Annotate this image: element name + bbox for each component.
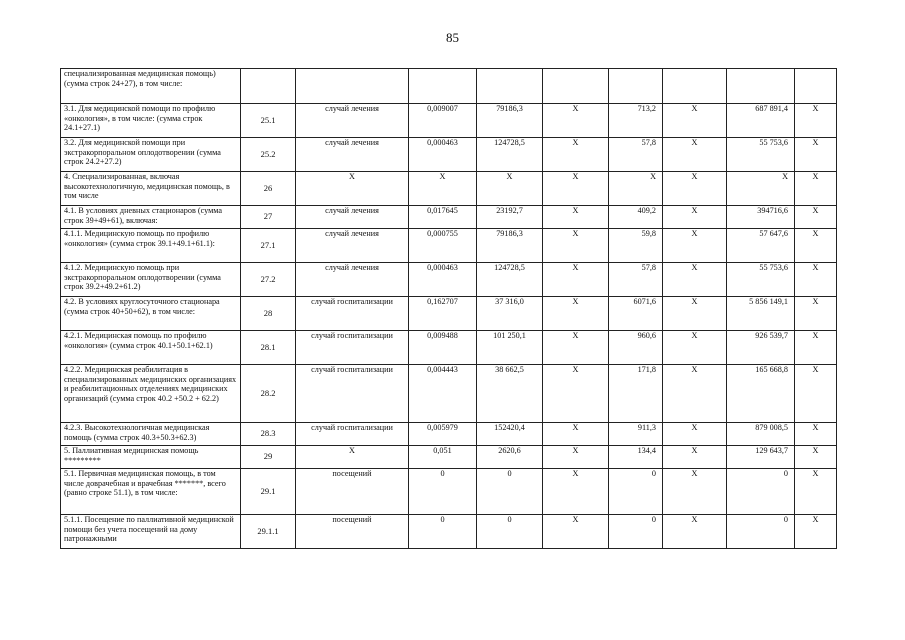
- cell-c9: Х: [795, 423, 837, 446]
- cell-c5: Х: [543, 138, 609, 172]
- cell-c8: [727, 69, 795, 104]
- cell-c7: Х: [663, 206, 727, 229]
- cell-code: 28.3: [241, 423, 296, 446]
- data-table: [60, 68, 837, 549]
- cell-c5: Х: [543, 104, 609, 138]
- cell-c5: Х: [543, 331, 609, 365]
- cell-label: 4.1.1. Медицинскую помощь по профилю «онкология» (сумма строк 39.1+49.1+61.1):: [61, 229, 241, 263]
- cell-norm: Х: [409, 172, 477, 206]
- cell-c6: 409,2: [609, 206, 663, 229]
- cell-cost: 124728,5: [477, 263, 543, 297]
- cell-c6: 134,4: [609, 446, 663, 469]
- cell-cost: 0: [477, 469, 543, 515]
- cell-c5: Х: [543, 229, 609, 263]
- cell-c6: 57,8: [609, 138, 663, 172]
- cell-c6: Х: [609, 172, 663, 206]
- cell-c6: 171,8: [609, 365, 663, 423]
- cell-c8: 165 668,8: [727, 365, 795, 423]
- cell-cost: 23192,7: [477, 206, 543, 229]
- cell-cost: 37 316,0: [477, 297, 543, 331]
- cell-c6: 0: [609, 469, 663, 515]
- cell-norm: 0: [409, 469, 477, 515]
- cell-label: 3.1. Для медицинской помощи по профилю «онкология», в том числе: (сумма строк 24.1+27.1): [61, 104, 241, 138]
- cell-label: 3.2. Для медицинской помощи при экстракорпоральном оплодотворении (сумма строк 24.2+27.2): [61, 138, 241, 172]
- table-row: [61, 469, 837, 515]
- cell-c6: 6071,6: [609, 297, 663, 331]
- cell-c9: [795, 69, 837, 104]
- cell-cost: 79186,3: [477, 104, 543, 138]
- table-row: [61, 297, 837, 331]
- cell-c8: 57 647,6: [727, 229, 795, 263]
- cell-c9: Х: [795, 138, 837, 172]
- cell-c5: Х: [543, 469, 609, 515]
- cell-cost: 2620,6: [477, 446, 543, 469]
- cell-unit: посещений: [296, 515, 409, 549]
- cell-c7: Х: [663, 446, 727, 469]
- cell-cost: [477, 69, 543, 104]
- table-row: [61, 138, 837, 172]
- cell-c9: Х: [795, 469, 837, 515]
- cell-c5: Х: [543, 206, 609, 229]
- cell-unit: случай госпитализации: [296, 297, 409, 331]
- cell-c5: Х: [543, 263, 609, 297]
- cell-norm: 0,162707: [409, 297, 477, 331]
- page-number: 85: [446, 30, 459, 45]
- cell-c9: Х: [795, 172, 837, 206]
- cell-c7: [663, 69, 727, 104]
- cell-label: 5.1. Первичная медицинская помощь, в том числе доврачебная и врачебная *******, всего (равно строке 51.1), в том числе:: [61, 469, 241, 515]
- cell-c9: Х: [795, 365, 837, 423]
- cell-cost: Х: [477, 172, 543, 206]
- cell-c8: 0: [727, 515, 795, 549]
- table-row: [61, 446, 837, 469]
- cell-unit: случай лечения: [296, 138, 409, 172]
- cell-c8: 394716,6: [727, 206, 795, 229]
- cell-unit: Х: [296, 446, 409, 469]
- cell-c6: 960,6: [609, 331, 663, 365]
- cell-code: 25.2: [241, 138, 296, 172]
- table-row: [61, 172, 837, 206]
- cell-c7: Х: [663, 423, 727, 446]
- cell-c6: 713,2: [609, 104, 663, 138]
- cell-norm: 0,051: [409, 446, 477, 469]
- cell-code: 26: [241, 172, 296, 206]
- cell-code: 27: [241, 206, 296, 229]
- cell-cost: 152420,4: [477, 423, 543, 446]
- cell-unit: случай лечения: [296, 229, 409, 263]
- cell-unit: случай лечения: [296, 206, 409, 229]
- cell-c5: Х: [543, 446, 609, 469]
- cell-c6: 911,3: [609, 423, 663, 446]
- cell-cost: 38 662,5: [477, 365, 543, 423]
- cell-unit: случай лечения: [296, 104, 409, 138]
- cell-c6: 57,8: [609, 263, 663, 297]
- cell-c9: Х: [795, 104, 837, 138]
- cell-c5: Х: [543, 297, 609, 331]
- table-row: [61, 365, 837, 423]
- cell-unit: [296, 69, 409, 104]
- cell-c8: 5 856 149,1: [727, 297, 795, 331]
- cell-norm: 0,000463: [409, 138, 477, 172]
- cell-c9: Х: [795, 229, 837, 263]
- cell-c7: Х: [663, 138, 727, 172]
- cell-cost: 79186,3: [477, 229, 543, 263]
- cell-norm: 0,009488: [409, 331, 477, 365]
- table-row: [61, 206, 837, 229]
- cell-c9: Х: [795, 206, 837, 229]
- cell-c9: Х: [795, 297, 837, 331]
- cell-c8: 129 643,7: [727, 446, 795, 469]
- cell-label: 4.2. В условиях круглосуточного стационара (сумма строк 40+50+62), в том числе:: [61, 297, 241, 331]
- table-row: [61, 331, 837, 365]
- cell-label: 5. Паллиативная медицинская помощь *********: [61, 446, 241, 469]
- cell-c7: Х: [663, 469, 727, 515]
- cell-c8: 0: [727, 469, 795, 515]
- cell-label: 4. Специализированная, включая высокотехнологичную, медицинская помощь, в том числе: [61, 172, 241, 206]
- cell-norm: 0,000755: [409, 229, 477, 263]
- cell-c5: Х: [543, 515, 609, 549]
- cell-c7: Х: [663, 297, 727, 331]
- cell-c9: Х: [795, 263, 837, 297]
- cell-label: 5.1.1. Посещение по паллиативной медицинской помощи без учета посещений на дому патронажными: [61, 515, 241, 549]
- cell-norm: 0,009007: [409, 104, 477, 138]
- cell-c6: 0: [609, 515, 663, 549]
- cell-cost: 0: [477, 515, 543, 549]
- cell-unit: случай госпитализации: [296, 331, 409, 365]
- cell-c7: Х: [663, 331, 727, 365]
- cell-c5: Х: [543, 423, 609, 446]
- cell-label: специализированная медицинская помощь) (сумма строк 24+27), в том числе:: [61, 69, 241, 104]
- cell-unit: случай госпитализации: [296, 365, 409, 423]
- cell-code: [241, 69, 296, 104]
- cell-label: 4.2.3. Высокотехнологичная медицинская помощь (сумма строк 40.3+50.3+62.3): [61, 423, 241, 446]
- cell-c8: 55 753,6: [727, 138, 795, 172]
- cell-label: 4.1.2. Медицинскую помощь при экстракорпоральном оплодотворении (сумма строк 39.2+49.2+61.2): [61, 263, 241, 297]
- cell-c8: 687 891,4: [727, 104, 795, 138]
- cell-c9: Х: [795, 446, 837, 469]
- cell-code: 28.2: [241, 365, 296, 423]
- table-row: [61, 69, 837, 104]
- cell-cost: 124728,5: [477, 138, 543, 172]
- table-row: [61, 423, 837, 446]
- cell-label: 4.2.1. Медицинская помощь по профилю «онкология» (сумма строк 40.1+50.1+62.1): [61, 331, 241, 365]
- cell-c6: [609, 69, 663, 104]
- cell-code: 25.1: [241, 104, 296, 138]
- cell-code: 29: [241, 446, 296, 469]
- table-row: [61, 229, 837, 263]
- table-row: [61, 263, 837, 297]
- cell-c6: 59,8: [609, 229, 663, 263]
- cell-c8: 55 753,6: [727, 263, 795, 297]
- cell-c8: 926 539,7: [727, 331, 795, 365]
- cell-code: 29.1.1: [241, 515, 296, 549]
- cell-c8: Х: [727, 172, 795, 206]
- table-body: [61, 69, 837, 549]
- cell-c7: Х: [663, 263, 727, 297]
- cell-code: 27.2: [241, 263, 296, 297]
- cell-code: 27.1: [241, 229, 296, 263]
- cell-norm: 0,005979: [409, 423, 477, 446]
- cell-c7: Х: [663, 172, 727, 206]
- cell-unit: Х: [296, 172, 409, 206]
- cell-c7: Х: [663, 365, 727, 423]
- cell-unit: случай лечения: [296, 263, 409, 297]
- cell-c8: 879 008,5: [727, 423, 795, 446]
- cell-norm: 0,000463: [409, 263, 477, 297]
- cell-code: 29.1: [241, 469, 296, 515]
- cell-label: 4.2.2. Медицинская реабилитация в специализированных медицинских организациях и реабилитационных отделениях медицинских организаций (сумма строк 40.2 +50.2 + 62.2): [61, 365, 241, 423]
- cell-c5: Х: [543, 172, 609, 206]
- cell-code: 28: [241, 297, 296, 331]
- table-row: [61, 515, 837, 549]
- cell-norm: 0: [409, 515, 477, 549]
- cell-code: 28.1: [241, 331, 296, 365]
- cell-norm: 0,004443: [409, 365, 477, 423]
- cell-c5: [543, 69, 609, 104]
- cell-c9: Х: [795, 331, 837, 365]
- cell-c7: Х: [663, 515, 727, 549]
- cell-c7: Х: [663, 229, 727, 263]
- cell-norm: [409, 69, 477, 104]
- cell-c7: Х: [663, 104, 727, 138]
- cell-c5: Х: [543, 365, 609, 423]
- cell-cost: 101 250,1: [477, 331, 543, 365]
- cell-c9: Х: [795, 515, 837, 549]
- table-row: [61, 104, 837, 138]
- cell-unit: посещений: [296, 469, 409, 515]
- cell-unit: случай госпитализации: [296, 423, 409, 446]
- cell-norm: 0,017645: [409, 206, 477, 229]
- cell-label: 4.1. В условиях дневных стационаров (сумма строк 39+49+61), включая:: [61, 206, 241, 229]
